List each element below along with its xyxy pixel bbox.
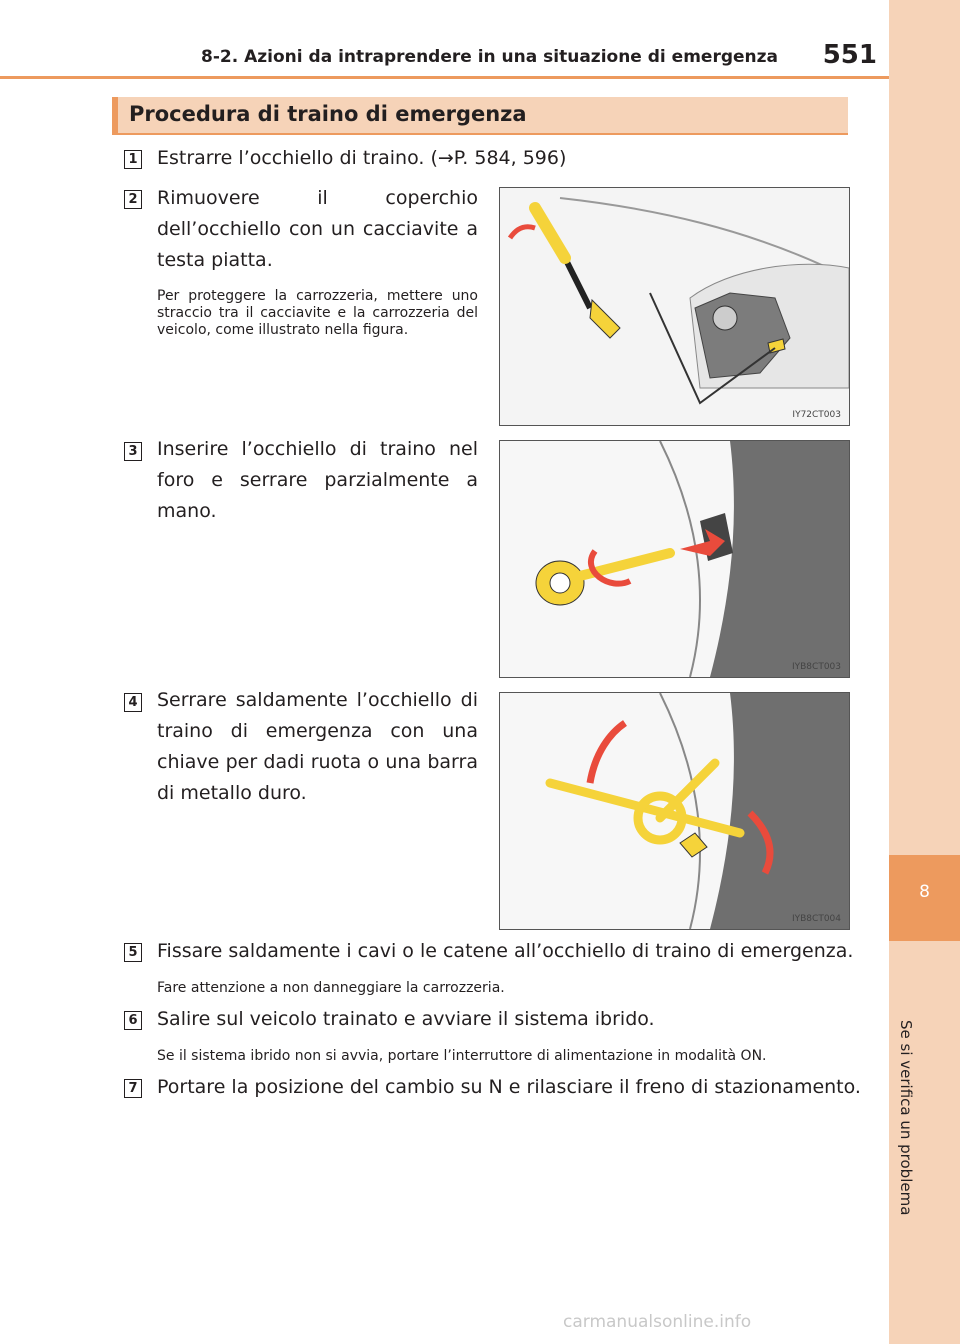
step-number-5: 5 — [124, 943, 142, 962]
header-title: 8-2. Azioni da intraprendere in una situazione di emergenza — [201, 47, 778, 67]
page-number: 551 — [822, 40, 877, 70]
section-heading-accent — [112, 97, 118, 133]
section-rule — [112, 133, 848, 135]
step-number-1: 1 — [124, 150, 142, 169]
step-3-text: Inserire l’occhiello di traino nel foro e serrare parzialmente a mano. — [157, 438, 478, 522]
figure-insert-eyelet — [499, 440, 850, 678]
step-6-text: Salire sul veicolo trainato e avviare il sistema ibrido. — [157, 1008, 655, 1030]
chapter-title: Se si verifica un problema — [897, 1020, 915, 1216]
step-5-note: Fare attenzione a non danneggiare la carrozzeria. — [157, 980, 505, 996]
step-2-note: Per proteggere la carrozzeria, mettere uno straccio tra il cacciavite e la carrozzeria del veicolo, come illustrato nella figura. — [157, 288, 478, 338]
step-number-3: 3 — [124, 442, 142, 461]
eyelet-tighten-illustration — [500, 693, 849, 929]
step-2-text: Rimuovere il coperchio dell’occhiello con un cacciavite a testa piatta. — [157, 187, 478, 271]
figure-label-3: IYB8CT003 — [791, 662, 841, 672]
watermark: carmanualsonline.info — [563, 1312, 752, 1332]
step-number-2: 2 — [124, 190, 142, 209]
step-number-4: 4 — [124, 693, 142, 712]
section-heading — [112, 97, 848, 133]
step-5-text: Fissare saldamente i cavi o le catene all’occhiello di traino di emergenza. — [157, 940, 854, 962]
section-title: Procedura di traino di emergenza — [129, 102, 527, 126]
figure-label-4: IYB8CT004 — [791, 914, 841, 924]
step-1-text: Estrarre l’occhiello di traino. (→P. 584, 596) — [157, 147, 567, 169]
step-7-text: Portare la posizione del cambio su N e rilasciare il freno di stazionamento. — [157, 1076, 861, 1098]
figure-label-2: IY72CT003 — [792, 410, 841, 420]
car-front-cover-illustration — [500, 188, 849, 425]
step-number-7: 7 — [124, 1079, 142, 1098]
figure-remove-cover — [499, 187, 850, 426]
chapter-number: 8 — [919, 882, 930, 902]
figure-tighten-eyelet — [499, 692, 850, 930]
step-4-text: Serrare saldamente l’occhiello di traino di emergenza con una chiave per dadi ruota o una barra di metallo duro. — [157, 689, 478, 804]
step-number-6: 6 — [124, 1011, 142, 1030]
header-rule — [0, 76, 889, 79]
eyelet-insert-illustration — [500, 441, 849, 677]
step-6-note: Se il sistema ibrido non si avvia, portare l’interruttore di alimentazione in modalità ON. — [157, 1048, 767, 1064]
